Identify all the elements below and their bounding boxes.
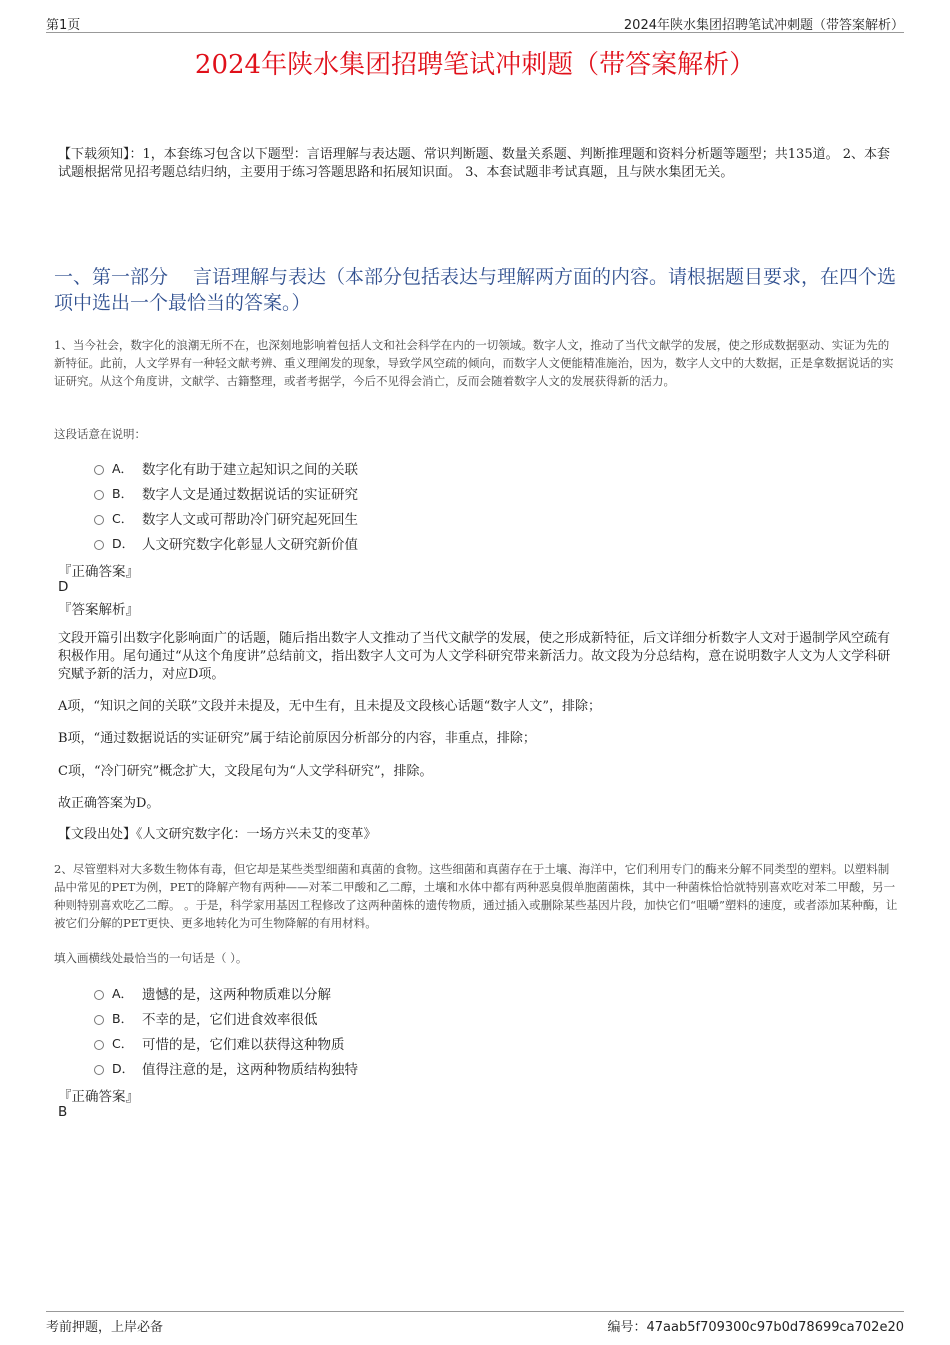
answer-label: 『正确答案』	[58, 564, 139, 580]
option-text: 不幸的是，它们进食效率很低	[142, 1011, 318, 1028]
option-text: 数字化有助于建立起知识之间的关联	[142, 461, 358, 478]
option-a[interactable]: A． 遗憾的是，这两种物质难以分解	[94, 980, 358, 1005]
radio-icon[interactable]	[94, 1065, 104, 1075]
option-d[interactable]: D． 人文研究数字化彰显人文研究新价值	[94, 530, 358, 555]
option-a[interactable]: A． 数字化有助于建立起知识之间的关联	[94, 455, 358, 480]
correct-answer: B	[58, 1104, 68, 1120]
page-number: 第1页	[46, 18, 81, 33]
question-2-prompt: 填入画横线处最恰当的一句话是（ ）。	[54, 951, 248, 965]
option-text: 值得注意的是，这两种物质结构独特	[142, 1061, 358, 1078]
analysis-paragraph: A项，“知识之间的关联”文段并未提及，无中生有，且未提及文段核心话题“数字人文”，排除；	[58, 699, 601, 714]
question-2-text: 2、尽管塑料对大多数生物体有毒，但它却是某些类型细菌和真菌的食物。这些细菌和真菌存在于土壤、海洋中，它们利用专门的酶来分解不同类型的塑料。以塑料制品中常见的PET为例，PET的降解产物有两种——对苯二甲酸和乙二醇，土壤和水体中都有两种恶臭假单胞菌菌株，其中一种菌株恰恰就特别喜欢吃对苯二甲酸，另一种则特别喜欢吃乙二醇。 。于是，科学家用基因工程修改了这两种菌株的遗传物质，通过插入或删除某些基因片段，加快它们“咀嚼”塑料的速度，或者添加某种酶，让被它们分解的PET更快、更多地转化为可生物降解的有用材料。	[54, 862, 898, 930]
page-footer	[46, 1311, 904, 1336]
question-1-options	[94, 455, 358, 555]
radio-icon[interactable]	[94, 515, 104, 525]
radio-icon[interactable]	[94, 465, 104, 475]
option-text: 数字人文是通过数据说话的实证研究	[142, 486, 358, 503]
option-text: 数字人文或可帮助冷门研究起死回生	[142, 511, 358, 528]
option-text: 可惜的是，它们难以获得这种物质	[142, 1036, 345, 1053]
option-text: 人文研究数字化彰显人文研究新价值	[142, 536, 358, 553]
analysis-label: 『答案解析』	[58, 602, 139, 618]
option-c[interactable]: C． 可惜的是，它们难以获得这种物质	[94, 1030, 358, 1055]
question-2-options	[94, 980, 358, 1080]
radio-icon[interactable]	[94, 990, 104, 1000]
answer-label: 『正确答案』	[58, 1089, 139, 1105]
question-1-text: 1、当今社会，数字化的浪潮无所不在，也深刻地影响着包括人文和社会科学在内的一切领域。数字人文，推动了当代文献学的发展，使之形成数据驱动、实证为先的新特征。此前，人文学界有一种轻文献考辨、重义理阐发的现象，导致学风空疏的倾向，而数字人文便能精准施治，因为，数字人文中的大数据，正是拿数据说话的实证研究。从这个角度讲，文献学、古籍整理，或者考据学，今后不见得会消亡，反而会随着数字人文的发展获得新的活力。	[54, 338, 894, 388]
page-header	[46, 14, 904, 33]
section-title: 一、第一部分 言语理解与表达（本部分包括表达与理解两方面的内容。请根据题目要求，在四个选项中选出一个最恰当的答案。）	[54, 266, 897, 314]
option-text: 遗憾的是，这两种物质难以分解	[142, 986, 331, 1003]
option-b[interactable]: B． 不幸的是，它们进食效率很低	[94, 1005, 358, 1030]
source-citation: 【文段出处】《人文研究数字化：一场方兴未艾的变革》	[58, 827, 377, 842]
question-1-prompt: 这段话意在说明：	[54, 427, 146, 441]
radio-icon[interactable]	[94, 1040, 104, 1050]
download-notice: 【下载须知】：1，本套练习包含以下题型：言语理解与表达题、常识判断题、数量关系题、判断推理题和资料分析题等题型；共135道。 2、本套试题根据常见招考题总结归纳，主要用于练习答题思路和拓展知识面。 3、本套试题非考试真题，且与陕水集团无关。	[58, 147, 890, 180]
radio-icon[interactable]	[94, 490, 104, 500]
document-title: 2024年陕水集团招聘笔试冲刺题（带答案解析）	[194, 50, 756, 80]
analysis-paragraph: 文段开篇引出数字化影响面广的话题，随后指出数字人文推动了当代文献学的发展，使之形成新特征，后文详细分析数字人文对于遏制学风空疏有积极作用。尾句通过“从这个角度讲”总结前文，指出数字人文可为人文学科研究带来新活力。故文段为分总结构，意在说明数字人文为人文学科研究赋予新的活力，对应D项。	[58, 631, 891, 682]
document-id: 编号：47aab5f709300c97b0d78699ca702e20	[607, 1320, 904, 1335]
footer-slogan: 考前押题，上岸必备	[46, 1320, 164, 1335]
option-d[interactable]: D． 值得注意的是，这两种物质结构独特	[94, 1055, 358, 1080]
radio-icon[interactable]	[94, 1015, 104, 1025]
radio-icon[interactable]	[94, 540, 104, 550]
header-doc-title: 2024年陕水集团招聘笔试冲刺题（带答案解析）	[623, 18, 904, 33]
analysis-paragraph: 故正确答案为D。	[58, 796, 160, 811]
option-b[interactable]: B． 数字人文是通过数据说话的实证研究	[94, 480, 358, 505]
option-c[interactable]: C． 数字人文或可帮助冷门研究起死回生	[94, 505, 358, 530]
analysis-paragraph: C项，“冷门研究”概念扩大，文段尾句为“人文学科研究”，排除。	[58, 764, 433, 779]
correct-answer: D	[58, 579, 69, 595]
analysis-paragraph: B项，“通过数据说话的实证研究”属于结论前原因分析部分的内容，非重点，排除；	[58, 731, 536, 746]
